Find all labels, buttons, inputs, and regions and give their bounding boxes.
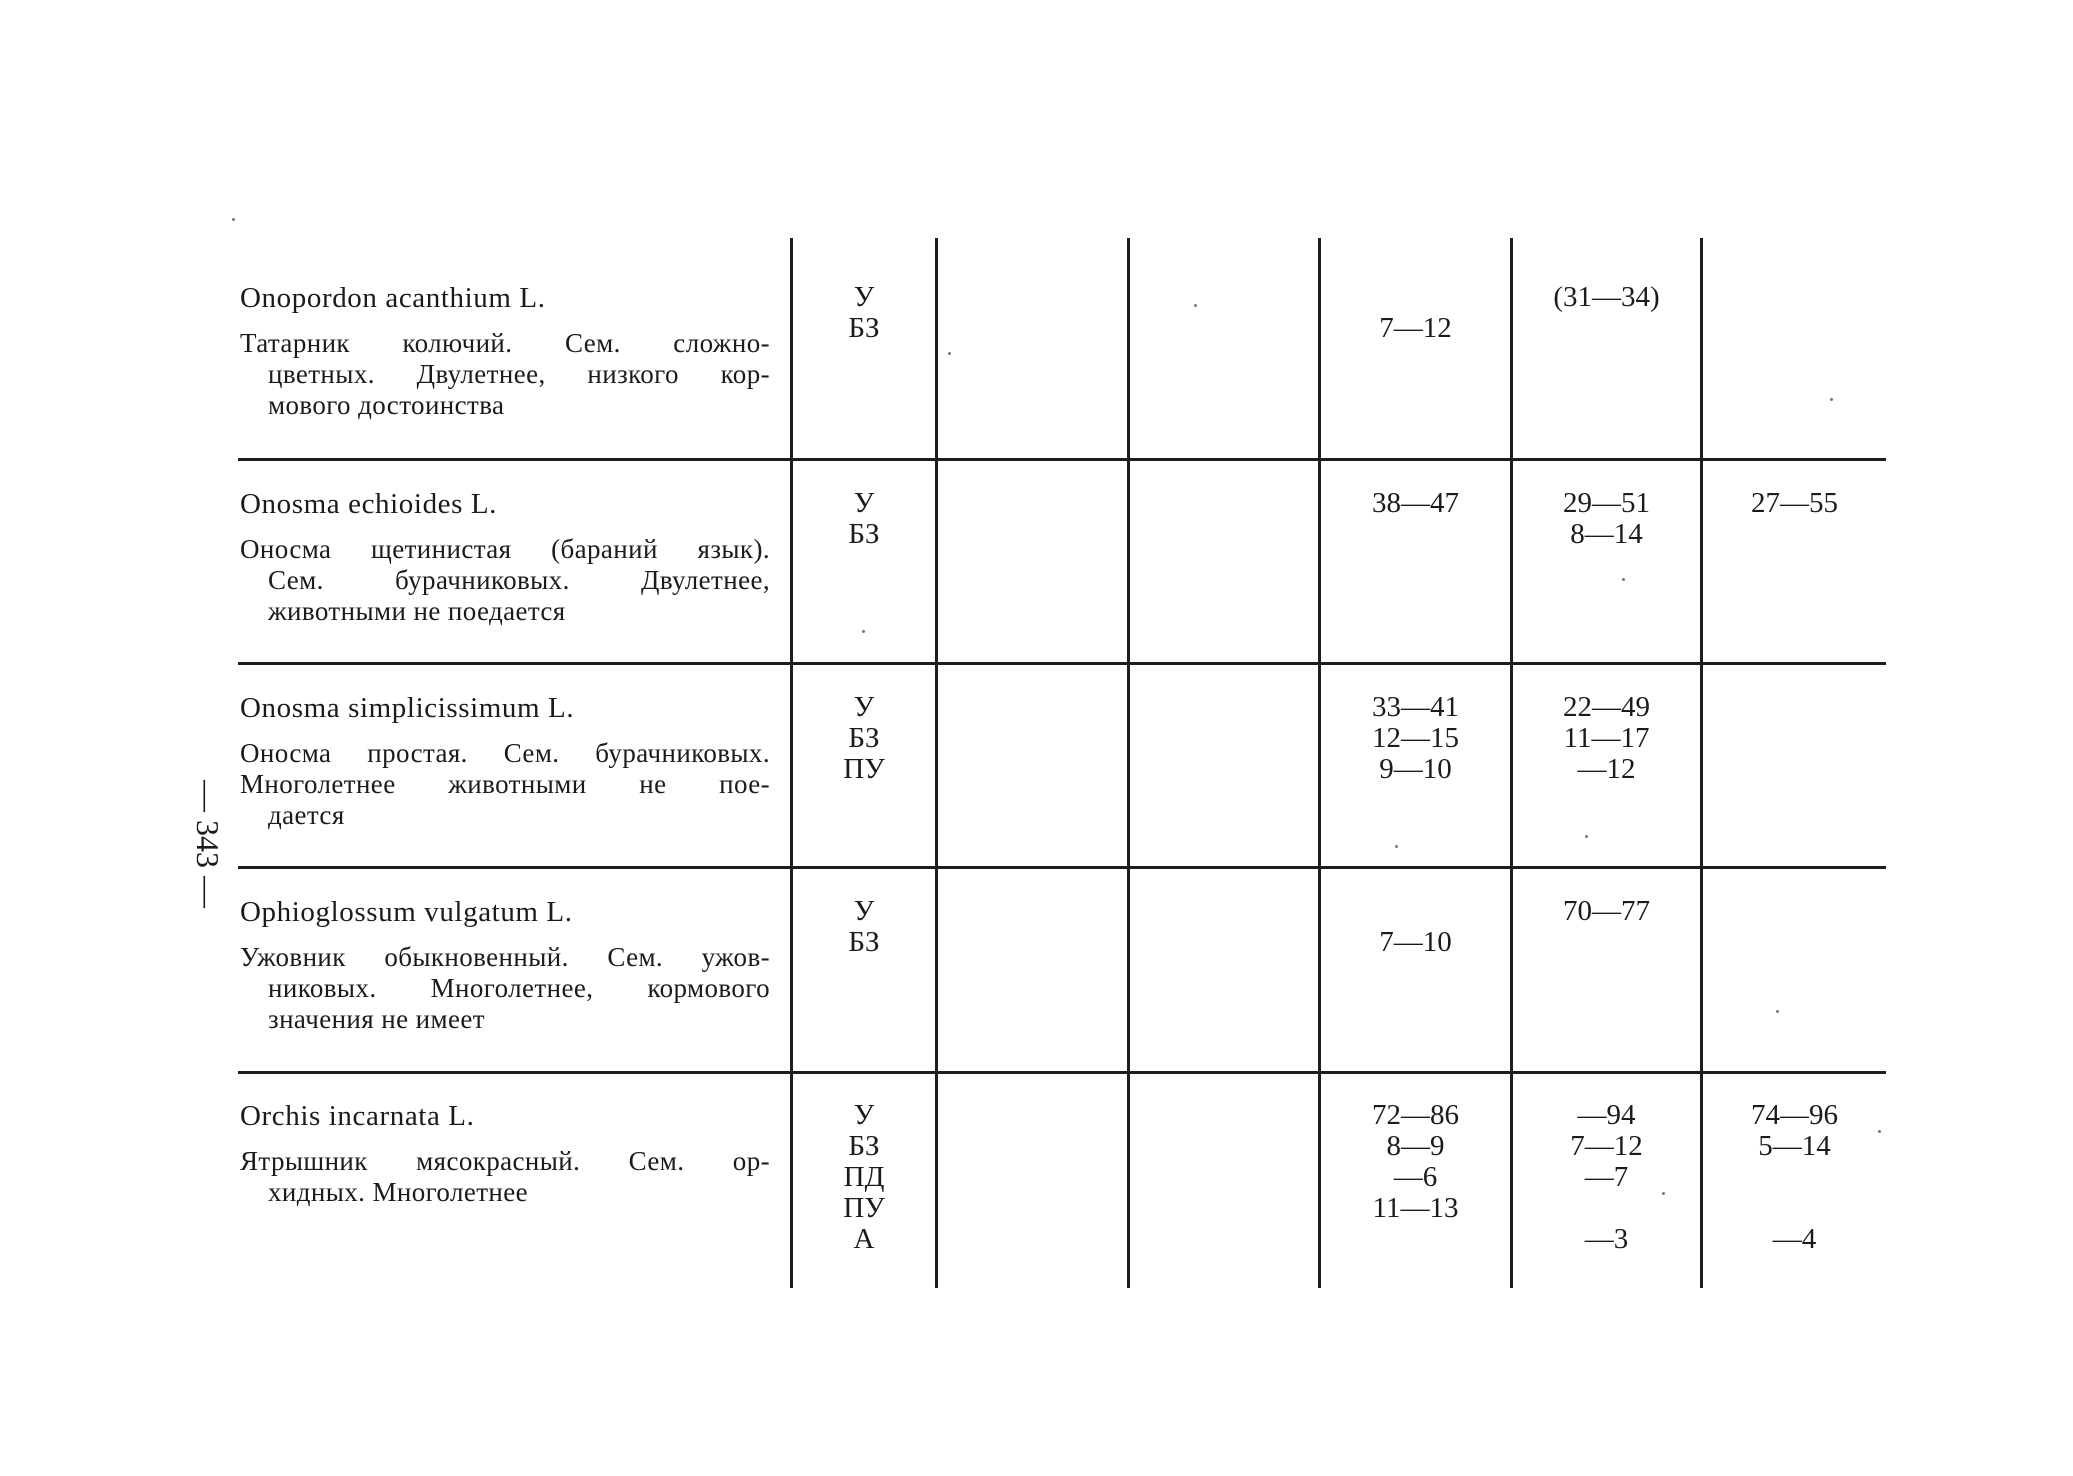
code-value: ПУ bbox=[843, 1192, 885, 1224]
value: 33—41 bbox=[1372, 691, 1459, 723]
print-speck bbox=[1585, 835, 1588, 838]
code-cell bbox=[793, 896, 935, 958]
value bbox=[1321, 896, 1510, 927]
value-cell bbox=[1513, 1100, 1700, 1255]
description-line: Ужовник обыкновенный. Сем. ужов- bbox=[240, 942, 770, 972]
value: —3 bbox=[1584, 1223, 1629, 1255]
species-description bbox=[240, 1146, 770, 1208]
species-latin-name: Ophioglossum vulgatum L. bbox=[240, 896, 573, 928]
code-value: БЗ bbox=[848, 518, 880, 550]
description-line: Ятрышник мясокрасный. Сем. ор- bbox=[240, 1146, 770, 1176]
print-speck bbox=[232, 218, 235, 221]
value: (31—34) bbox=[1553, 281, 1660, 313]
code-value: У bbox=[853, 691, 875, 723]
print-speck bbox=[1830, 398, 1833, 401]
species-latin-name: Orchis incarnata L. bbox=[240, 1100, 475, 1132]
value-cell bbox=[1321, 896, 1510, 958]
value: 72—86 bbox=[1372, 1099, 1459, 1131]
code-value: ПУ bbox=[843, 753, 885, 785]
value-cell bbox=[1513, 896, 1700, 927]
value: 8—9 bbox=[1386, 1130, 1445, 1162]
row-rule bbox=[238, 458, 1886, 461]
description-line: дается bbox=[268, 800, 345, 830]
code-value: БЗ bbox=[848, 926, 880, 958]
description-line: Оносма простая. Сем. бурачниковых. bbox=[240, 738, 770, 768]
value bbox=[1513, 1193, 1700, 1224]
value-cell bbox=[1703, 1100, 1886, 1255]
description-line: значения не имеет bbox=[268, 1004, 485, 1034]
value: 38—47 bbox=[1372, 487, 1459, 519]
code-value: У bbox=[853, 281, 875, 313]
row-rule bbox=[238, 866, 1886, 869]
description-line: животными не поедается bbox=[268, 596, 566, 626]
value-cell bbox=[1321, 692, 1510, 785]
value-cell bbox=[1321, 282, 1510, 344]
code-cell bbox=[793, 282, 935, 344]
page-number: — 343 — bbox=[190, 780, 226, 908]
description-line: хидных. Многолетнее bbox=[268, 1177, 529, 1207]
row-rule bbox=[238, 1071, 1886, 1074]
value: 11—17 bbox=[1563, 722, 1650, 754]
code-value: У bbox=[853, 895, 875, 927]
code-value: А bbox=[853, 1223, 875, 1255]
value: —7 bbox=[1584, 1161, 1629, 1193]
value-cell bbox=[1513, 692, 1700, 785]
print-speck bbox=[1395, 845, 1398, 848]
print-speck bbox=[1622, 578, 1625, 581]
code-value: У bbox=[853, 1099, 875, 1131]
value: 5—14 bbox=[1758, 1130, 1831, 1162]
value bbox=[1703, 1162, 1886, 1193]
value bbox=[1321, 282, 1510, 313]
species-description bbox=[240, 328, 770, 421]
species-latin-name: Onosma echioides L. bbox=[240, 488, 498, 520]
description-line: Сем. бурачниковых. Двулетнее, bbox=[268, 565, 770, 595]
value: —4 bbox=[1772, 1223, 1817, 1255]
value: 27—55 bbox=[1751, 487, 1838, 519]
code-value: БЗ bbox=[848, 1130, 880, 1162]
code-cell bbox=[793, 488, 935, 550]
species-description bbox=[240, 738, 770, 831]
value: —94 bbox=[1577, 1099, 1636, 1131]
description-line: Оносма щетинистая (бараний язык). bbox=[240, 534, 770, 564]
value: —6 bbox=[1393, 1161, 1438, 1193]
value-cell bbox=[1321, 488, 1510, 519]
value: 7—10 bbox=[1379, 926, 1452, 958]
print-speck bbox=[1776, 1010, 1779, 1013]
print-speck bbox=[948, 352, 951, 355]
value: 7—12 bbox=[1570, 1130, 1643, 1162]
species-description bbox=[240, 942, 770, 1035]
value bbox=[1703, 1193, 1886, 1224]
species-description bbox=[240, 534, 770, 627]
column-rule bbox=[935, 238, 938, 1288]
code-value: У bbox=[853, 487, 875, 519]
code-value: БЗ bbox=[848, 722, 880, 754]
description-line: Многолетнее животными не пое- bbox=[240, 769, 770, 799]
column-rule bbox=[1127, 238, 1130, 1288]
value: 74—96 bbox=[1751, 1099, 1838, 1131]
value: 29—51 bbox=[1563, 487, 1650, 519]
value: 70—77 bbox=[1563, 895, 1650, 927]
value: 11—13 bbox=[1372, 1192, 1459, 1224]
value: 9—10 bbox=[1379, 753, 1452, 785]
code-value: БЗ bbox=[848, 312, 880, 344]
print-speck bbox=[1194, 304, 1197, 307]
value: 22—49 bbox=[1563, 691, 1650, 723]
description-line: цветных. Двулетнее, низкого кор- bbox=[268, 359, 770, 389]
value: 7—12 bbox=[1379, 312, 1452, 344]
value-cell bbox=[1703, 488, 1886, 519]
value-cell bbox=[1513, 282, 1700, 313]
row-rule bbox=[238, 662, 1886, 665]
species-latin-name: Onopordon acanthium L. bbox=[240, 282, 546, 314]
description-line: Татарник колючий. Сем. сложно- bbox=[240, 328, 770, 358]
print-speck bbox=[862, 630, 865, 633]
value-cell bbox=[1513, 488, 1700, 550]
value: —12 bbox=[1577, 753, 1636, 785]
value: 8—14 bbox=[1570, 518, 1643, 550]
code-cell bbox=[793, 692, 935, 785]
value-cell bbox=[1321, 1100, 1510, 1224]
species-latin-name: Onosma simplicissimum L. bbox=[240, 692, 575, 724]
code-cell bbox=[793, 1100, 935, 1255]
description-line: никовых. Многолетнее, кормового bbox=[268, 973, 770, 1003]
code-value: ПД bbox=[843, 1161, 885, 1193]
description-line: мового достоинства bbox=[268, 390, 505, 420]
value: 12—15 bbox=[1372, 722, 1459, 754]
